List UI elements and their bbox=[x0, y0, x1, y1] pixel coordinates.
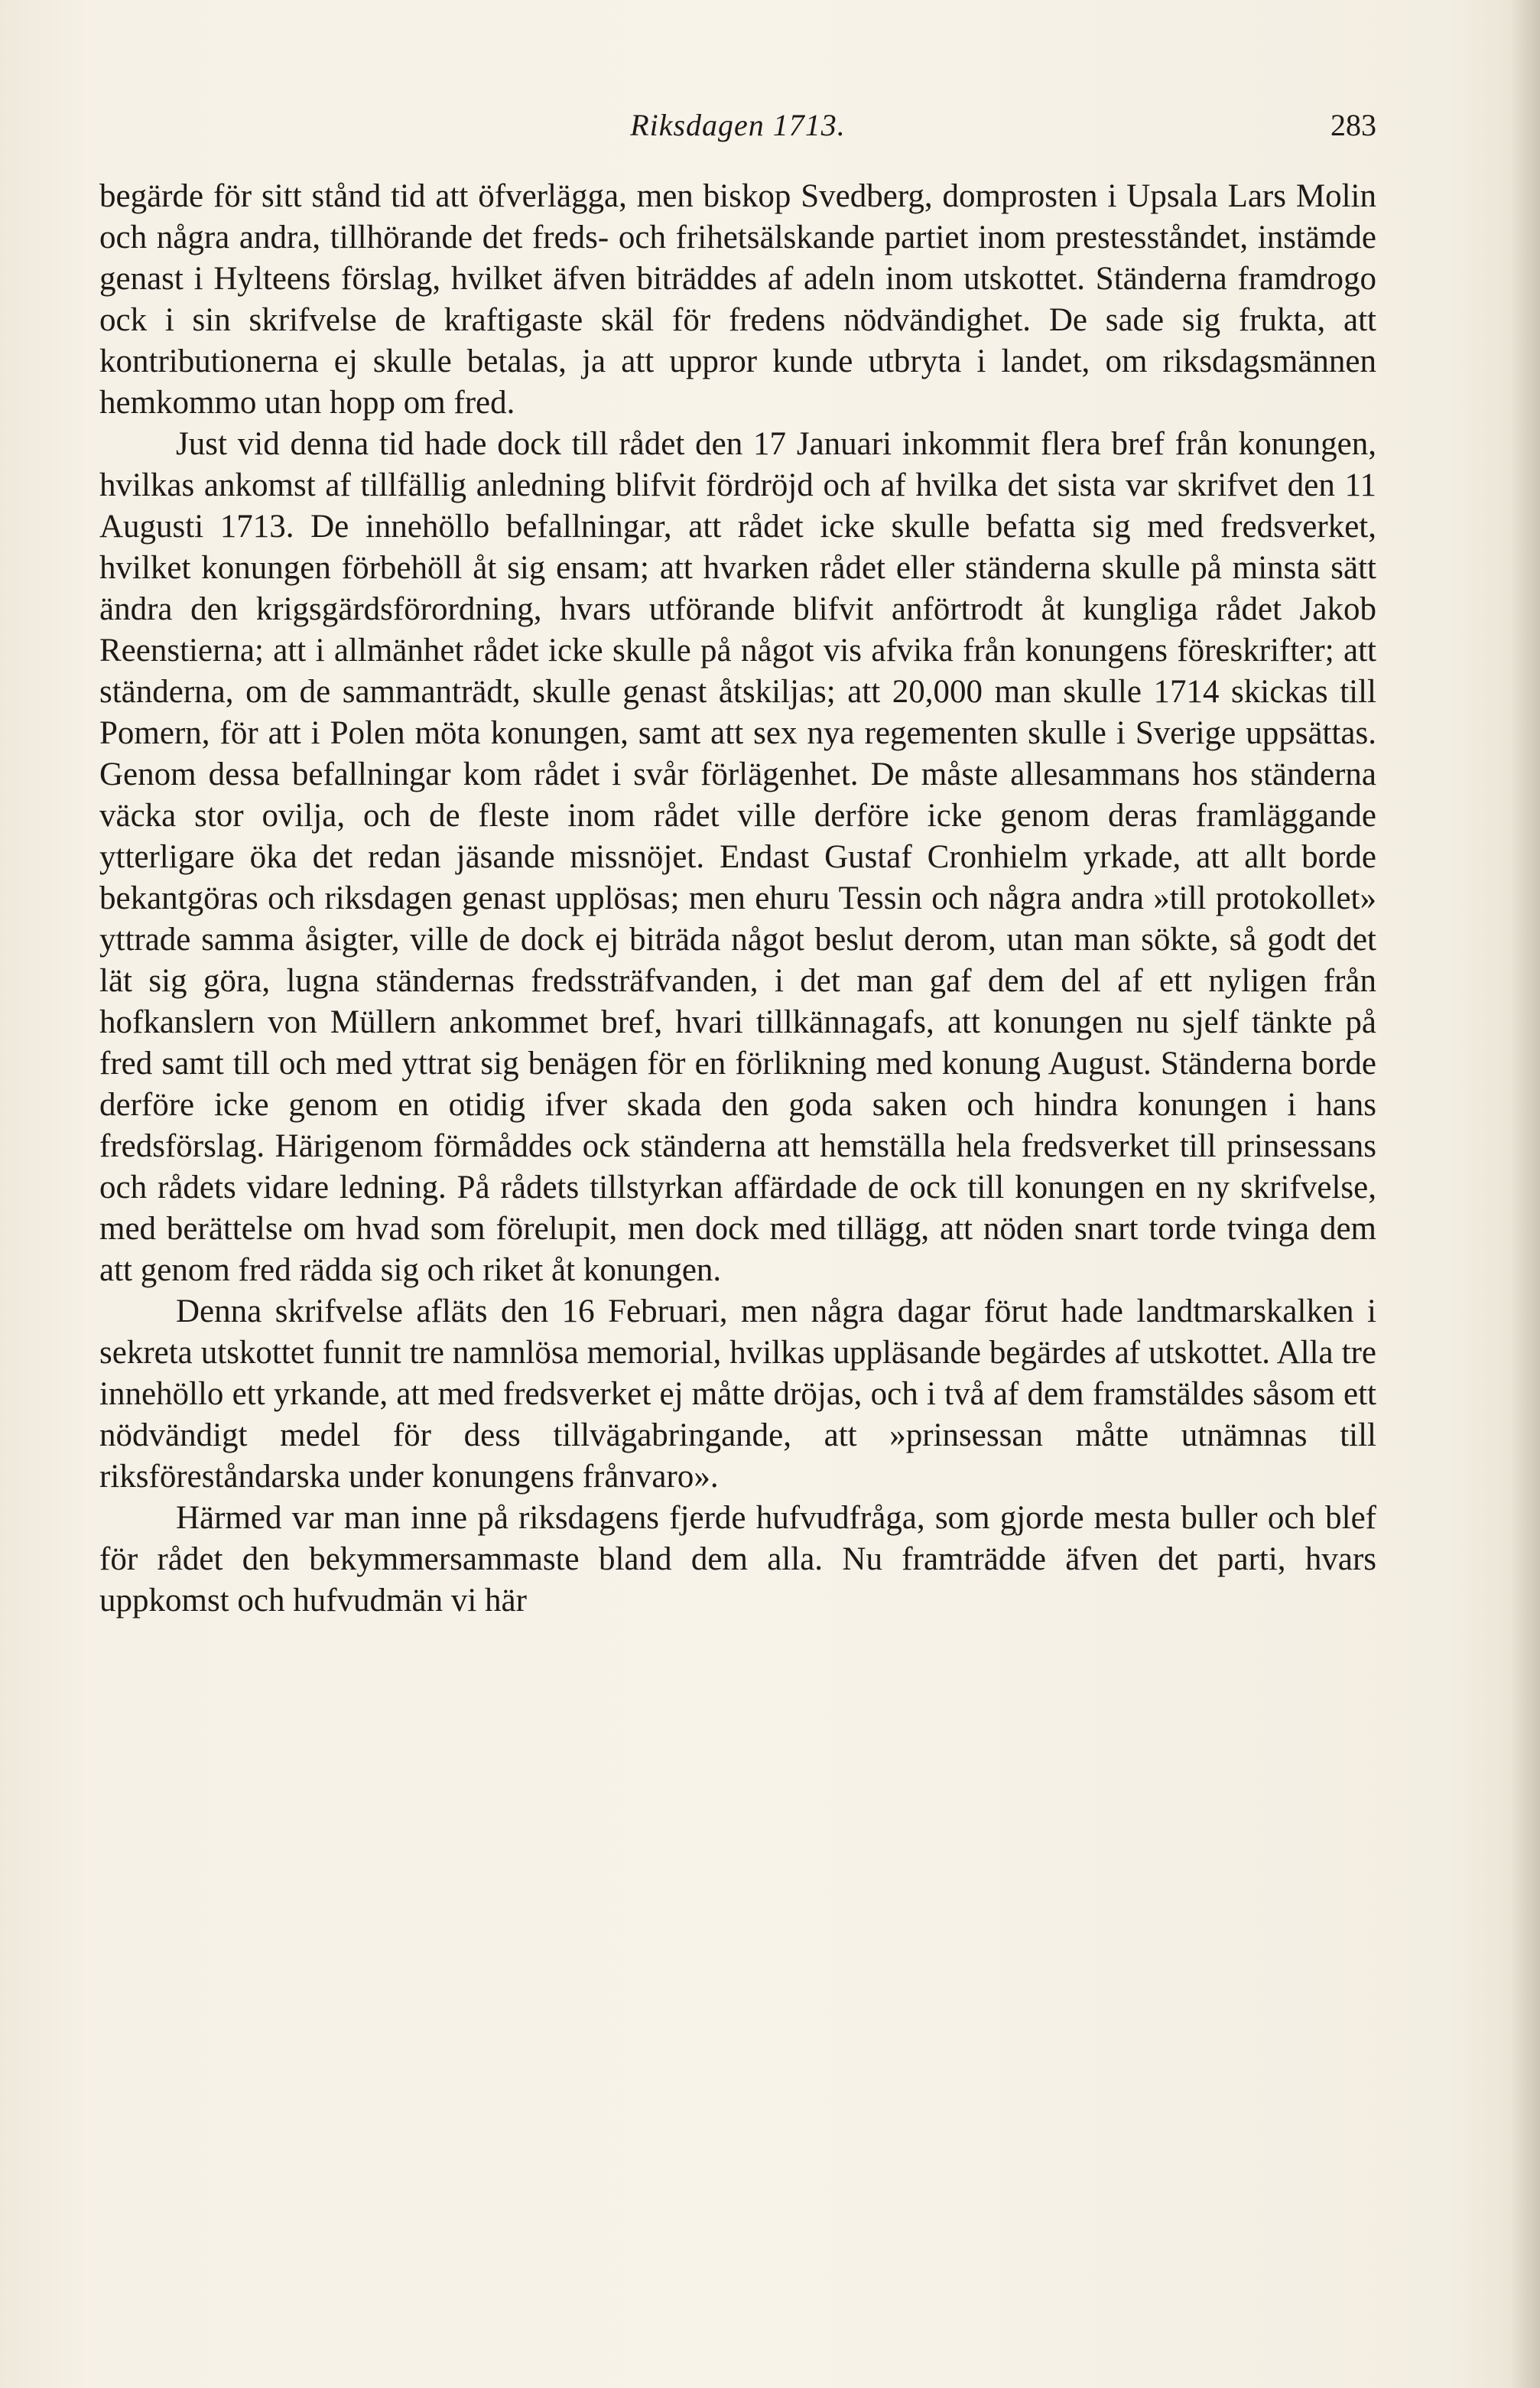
paragraph-2: Just vid denna tid hade dock till rådet den 17 Januari inkommit flera bref från konungen, hvilkas ankomst af tillfällig anledning blifvit fördröjd och af hvilka det sista var skrifvet den 11 Augusti 1713. De innehöllo befallningar, att rådet icke skulle befatta sig med fredsverket, hvilket konungen förbehöll åt sig ensam; att hvarken rådet eller ständerna skulle på minsta sätt ändra den krigsgärdsförordning, hvars utförande blifvit anförtrodt åt kungliga rådet Jakob Reenstierna; att i allmänhet rådet icke skulle på något vis afvika från konungens föreskrifter; att ständerna, om de sammanträdt, skulle genast åtskiljas; att 20,000 man skulle 1714 skickas till Pomern, för att i Polen möta konungen, samt att sex nya regementen skulle i Sverige uppsättas. Genom dessa befallningar kom rådet i svår förlägenhet. De måste allesammans hos ständerna väcka stor ovilja, och de fleste inom rådet ville derföre icke genom deras framläggande ytterligare öka det redan jäsande missnöjet. Endast Gustaf Cronhielm yrkade, att allt borde bekantgöras och riksdagen genast upplösas; men ehuru Tessin och några andra »till protokollet» yttrade samma åsigter, ville de dock ej biträda något beslut derom, utan man sökte, så godt det lät sig göra, lugna ständernas fredssträfvanden, i det man gaf dem del af ett nyligen från hofkanslern von Müllern ankommet bref, hvari tillkännagafs, att konungen nu sjelf tänkte på fred samt till och med yttrat sig benägen för en förlikning med konung August. Ständerna borde derföre icke genom en otidig ifver skada den goda saken och hindra konungen i hans fredsförslag. Härigenom förmåddes ock ständerna att hemställa hela fredsverket till prinsessans och rådets vidare ledning. På rådets tillstyrkan affärdade de ock till konungen en ny skrifvelse, med berättelse om hvad som förelupit, men dock med tillägg, att nöden snart torde tvinga dem att genom fred rädda sig och riket åt konungen. bbox=[99, 426, 1376, 1288]
paragraph-1: begärde för sitt stånd tid att öfverlägga, men biskop Svedberg, domprosten i Upsala Lars Molin och några andra, tillhörande det freds- och frihetsälskande partiet inom prestesståndet, instämde genast i Hylteens förslag, hvilket äfven biträddes af adeln inom utskottet. Ständerna framdrogo ock i sin skrifvelse de kraftigaste skäl för fredens nödvändighet. De sade sig frukta, att kontributionerna ej skulle betalas, ja att uppror kunde utbryta i landet, om riksdagsmännen hemkommo utan hopp om fred. bbox=[99, 178, 1376, 421]
page-number: 283 bbox=[1330, 108, 1376, 142]
running-header bbox=[99, 107, 1376, 153]
paragraph-4: Härmed var man inne på riksdagens fjerde hufvudfråga, som gjorde mesta buller och blef för rådet den bekymmersammaste bland dem alla. Nu framträdde äfven det parti, hvars uppkomst och hufvudmän vi här bbox=[99, 1500, 1376, 1619]
body-text bbox=[99, 176, 1376, 1622]
running-title: Riksdagen 1713. bbox=[630, 108, 846, 142]
paragraph-3: Denna skrifvelse afläts den 16 Februari, men några dagar förut hade landtmarskalken i sekreta utskottet funnit tre namnlösa memorial, hvilkas uppläsande begärdes af utskottet. Alla tre innehöllo ett yrkande, att med fredsverket ej måtte dröjas, och i två af dem framstäldes såsom ett nödvändigt medel för dess tillvägabringande, att »prinsessan måtte utnämnas till riksföreståndarska under konungens frånvaro». bbox=[99, 1293, 1376, 1495]
page-edge-shadow bbox=[1509, 0, 1540, 2388]
